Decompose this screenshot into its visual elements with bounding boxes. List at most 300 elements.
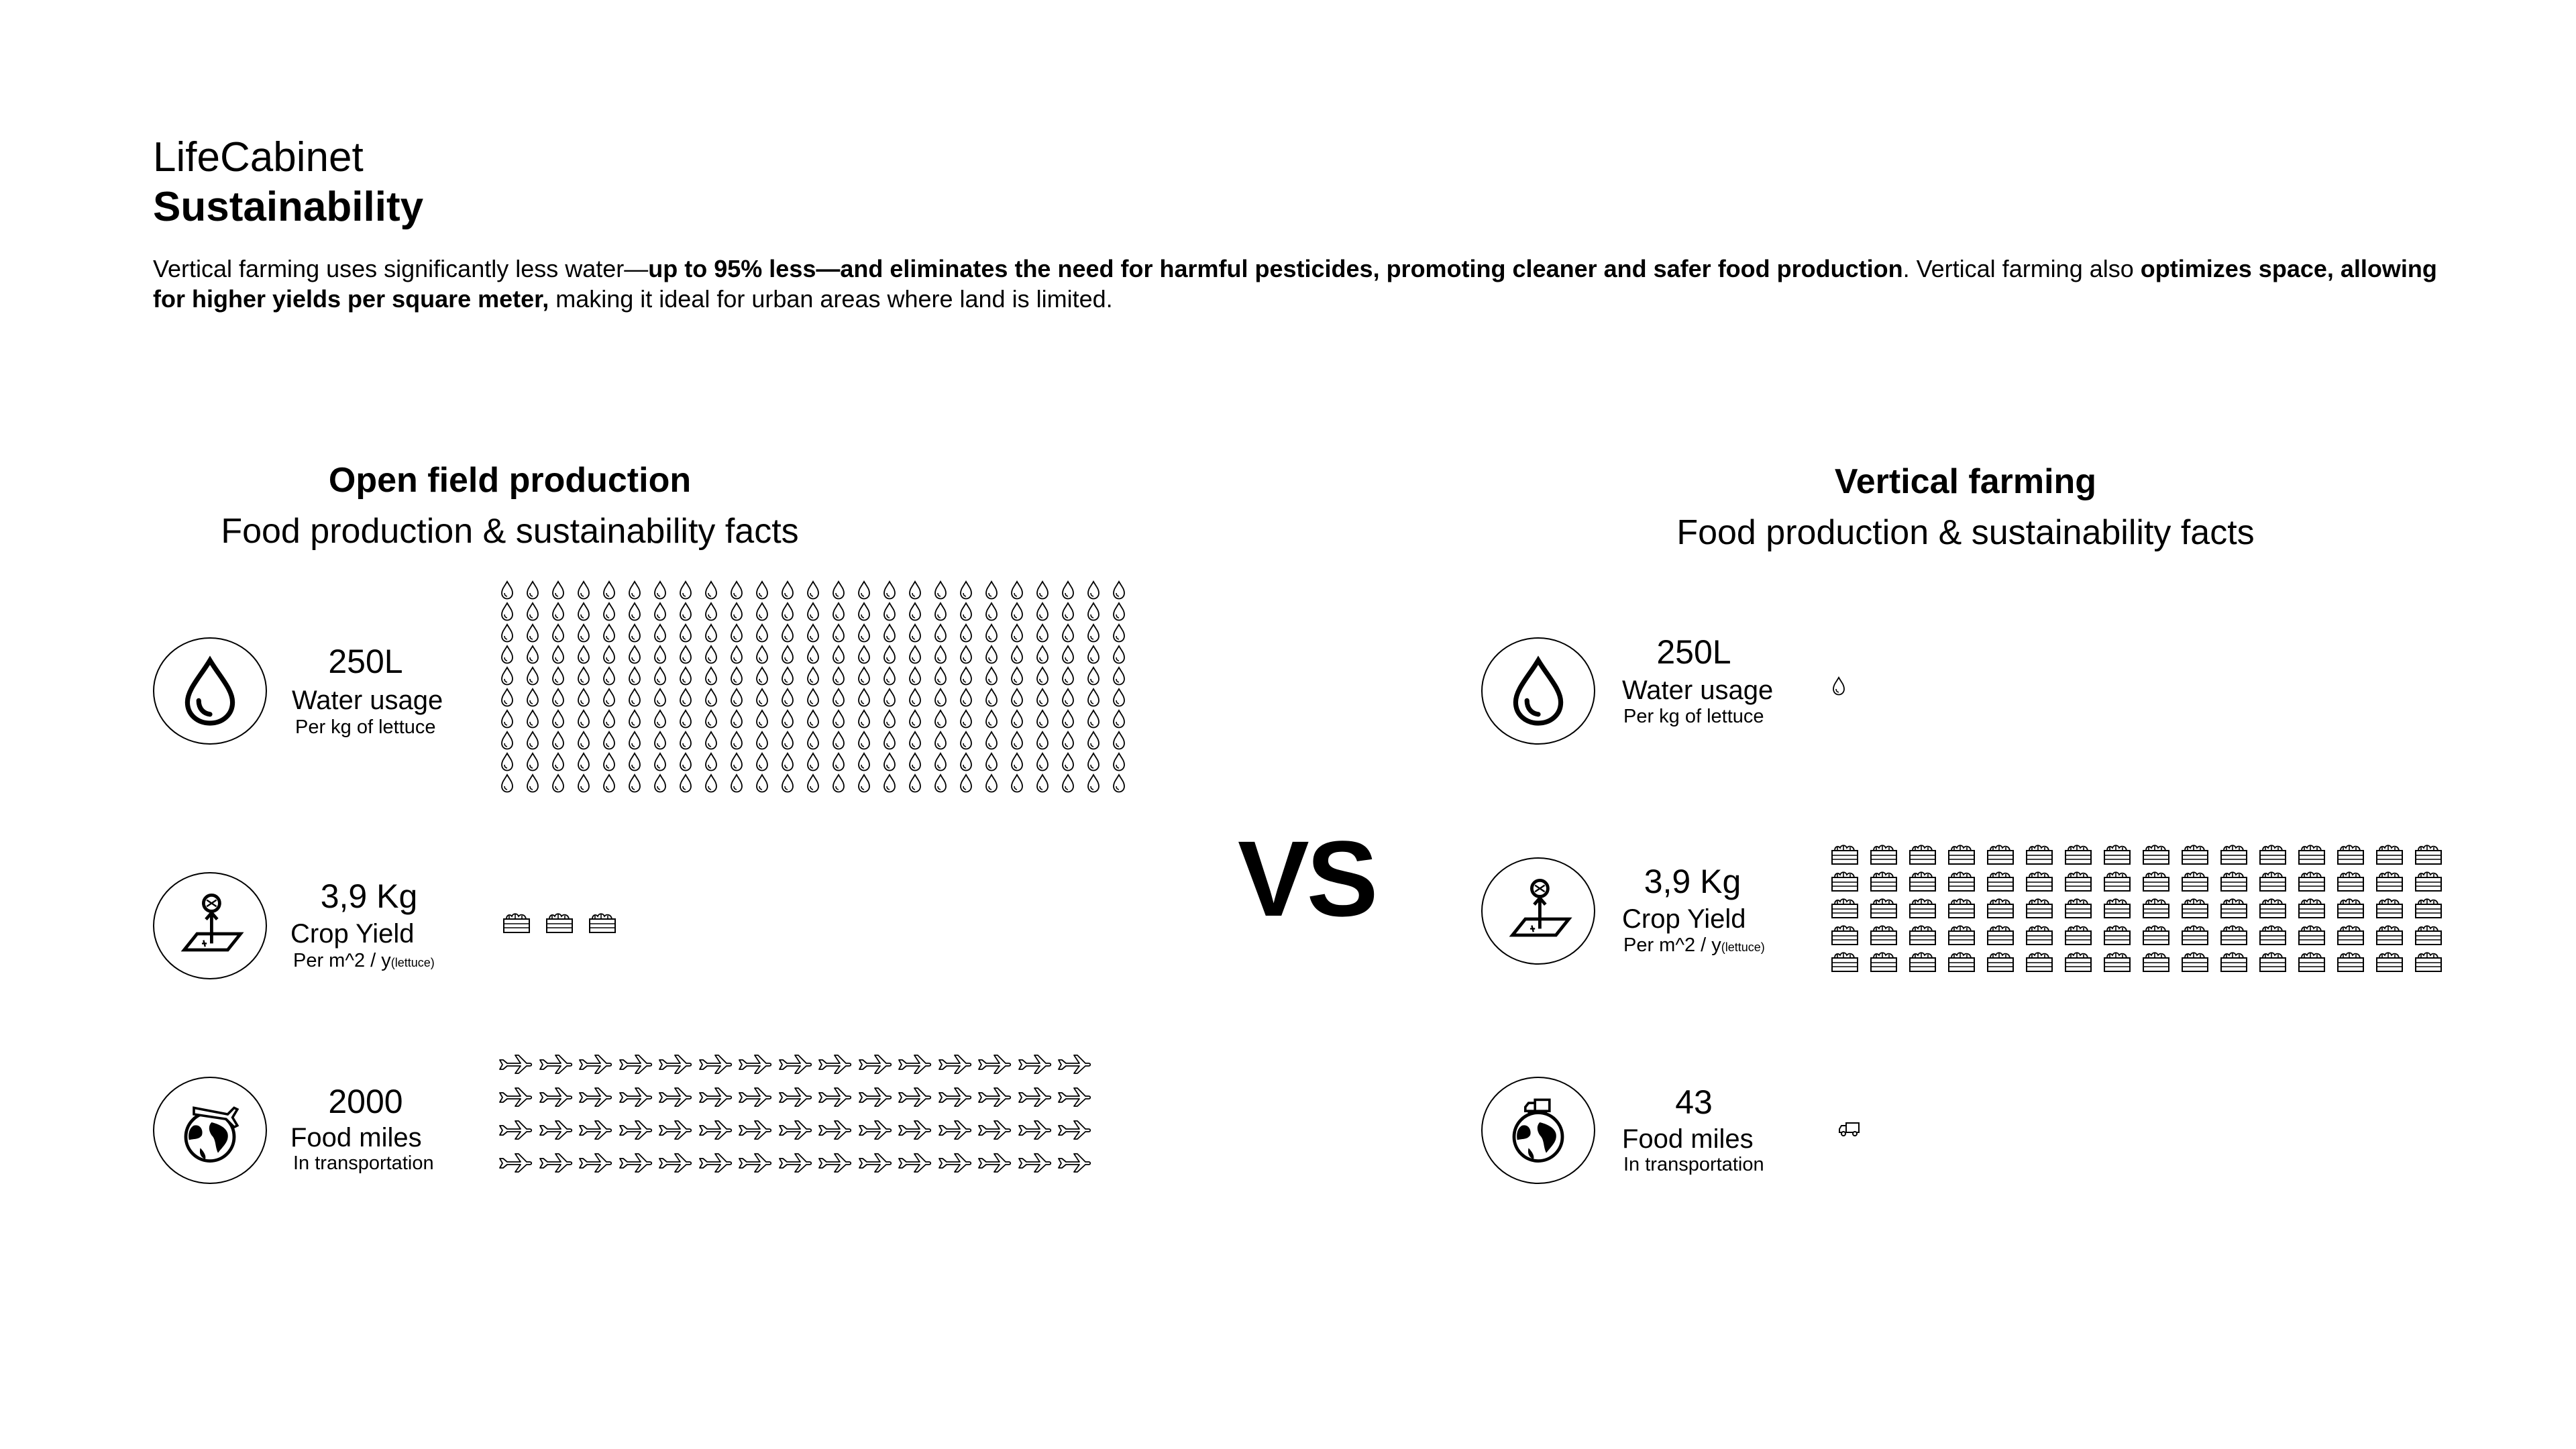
small-drop-icon: [576, 731, 591, 751]
crate-icon: [1986, 896, 2015, 920]
small-drop-icon: [933, 580, 948, 600]
small-drop-icon: [1035, 688, 1050, 708]
small-drop-icon: [959, 666, 973, 686]
small-drop-icon: [1112, 623, 1126, 643]
small-drop-icon: [576, 580, 591, 600]
airplane-icon: [737, 1085, 772, 1108]
small-drop-icon: [959, 645, 973, 665]
small-drop-icon: [551, 773, 566, 794]
small-drop-icon: [1086, 752, 1101, 772]
crate-icon: [2414, 842, 2443, 866]
small-drop-icon: [933, 752, 948, 772]
airplane-icon: [657, 1150, 692, 1173]
small-drop-icon: [525, 773, 540, 794]
small-drop-icon: [755, 580, 769, 600]
small-drop-icon: [755, 709, 769, 729]
small-drop-icon: [882, 688, 897, 708]
page-title: Sustainability: [153, 184, 424, 230]
crate-icon: [1908, 922, 1937, 947]
crate-icon: [2297, 896, 2326, 920]
small-drop-icon: [576, 666, 591, 686]
small-drop-icon: [806, 709, 820, 729]
small-drop-icon: [729, 602, 744, 622]
small-drop-icon: [551, 623, 566, 643]
crate-icon: [1947, 869, 1976, 893]
small-drop-icon: [602, 773, 616, 794]
small-drop-icon: [1010, 623, 1024, 643]
crop-yield-icon: [153, 872, 267, 979]
crate-icon: [1869, 869, 1898, 893]
small-drop-icon: [1035, 580, 1050, 600]
small-drop-icon: [500, 666, 515, 686]
crate-icon: [2258, 949, 2288, 973]
airplane-icon: [817, 1052, 852, 1075]
small-drop-icon: [959, 731, 973, 751]
small-drop-icon: [627, 602, 642, 622]
small-drop-icon: [627, 731, 642, 751]
crate-icon: [2102, 922, 2132, 947]
airplane-icon: [937, 1052, 972, 1075]
small-drop-icon: [1035, 623, 1050, 643]
small-drop-icon: [627, 645, 642, 665]
airplane-icon: [977, 1052, 1012, 1075]
crate-icon: [2141, 896, 2171, 920]
crate-icon: [2180, 842, 2210, 866]
small-drop-icon: [1035, 731, 1050, 751]
crate-icon: [2219, 922, 2249, 947]
crate-icon: [2180, 896, 2210, 920]
crate-icon: [2063, 896, 2093, 920]
small-drop-icon: [908, 688, 922, 708]
small-drop-icon: [1112, 602, 1126, 622]
crate-icon: [2025, 949, 2054, 973]
small-drop-icon: [857, 645, 871, 665]
small-drop-icon: [653, 580, 667, 600]
small-drop-icon: [831, 752, 846, 772]
vertical-farming-subtitle: Food production & sustainability facts: [1676, 513, 2255, 552]
small-drop-icon: [500, 688, 515, 708]
crate-icon: [1986, 869, 2015, 893]
small-drop-icon: [551, 731, 566, 751]
crate-icon: [2375, 896, 2404, 920]
crate-icon: [1869, 896, 1898, 920]
small-drop-icon: [882, 645, 897, 665]
airplane-icon: [498, 1085, 533, 1108]
airplane-icon: [857, 1118, 892, 1140]
small-drop-icon: [1112, 731, 1126, 751]
small-drop-icon: [831, 623, 846, 643]
small-drop-icon: [755, 666, 769, 686]
left-water-value: 250L: [328, 643, 403, 680]
small-drop-icon: [1112, 773, 1126, 794]
crate-icon: [2219, 896, 2249, 920]
small-drop-icon: [525, 602, 540, 622]
small-drop-icon: [729, 666, 744, 686]
crate-icon: [2297, 842, 2326, 866]
small-drop-icon: [1010, 645, 1024, 665]
small-drop-icon: [602, 602, 616, 622]
small-drop-icon: [1010, 752, 1024, 772]
airplane-icon: [538, 1118, 573, 1140]
water-drop-icon: [1481, 637, 1595, 745]
intro-paragraph: [153, 254, 2461, 314]
right-miles-sublabel: In transportation: [1623, 1154, 1764, 1175]
airplane-icon: [698, 1150, 733, 1173]
airplane-icon: [1017, 1150, 1052, 1173]
small-drop-icon: [780, 645, 795, 665]
small-drop-icon: [729, 709, 744, 729]
crate-icon: [2258, 922, 2288, 947]
small-drop-icon: [1010, 602, 1024, 622]
small-drop-icon: [1010, 666, 1024, 686]
small-drop-icon: [602, 752, 616, 772]
crate-icon: [2375, 842, 2404, 866]
small-drop-icon: [908, 709, 922, 729]
small-drop-icon: [525, 666, 540, 686]
small-drop-icon: [1010, 731, 1024, 751]
airplane-icon: [857, 1085, 892, 1108]
intro-run: up to 95% less—and eliminates the need for harmful pesticides, promoting cleaner and safer food production: [648, 255, 1903, 282]
small-drop-icon: [1086, 666, 1101, 686]
crate-icon: [2414, 869, 2443, 893]
small-drop-icon: [1035, 709, 1050, 729]
small-drop-icon: [984, 645, 999, 665]
crate-icon: [2025, 842, 2054, 866]
small-drop-icon: [627, 709, 642, 729]
right-miles-unit-grid: [1838, 1120, 2437, 1153]
small-drop-icon: [1086, 602, 1101, 622]
crate-icon: [1908, 949, 1937, 973]
small-drop-icon: [500, 602, 515, 622]
small-drop-icon: [704, 731, 718, 751]
small-drop-icon: [755, 752, 769, 772]
small-drop-icon: [627, 623, 642, 643]
airplane-icon: [1057, 1150, 1091, 1173]
small-drop-icon: [1086, 645, 1101, 665]
airplane-icon: [777, 1085, 812, 1108]
small-drop-icon: [602, 709, 616, 729]
small-drop-icon: [780, 773, 795, 794]
crate-icon: [2025, 869, 2054, 893]
small-drop-icon: [576, 773, 591, 794]
small-drop-icon: [525, 731, 540, 751]
small-drop-icon: [1061, 623, 1075, 643]
airplane-icon: [737, 1150, 772, 1173]
small-drop-icon: [500, 752, 515, 772]
left-miles-value: 2000: [328, 1083, 403, 1120]
airplane-icon: [897, 1085, 932, 1108]
small-drop-icon: [831, 645, 846, 665]
crate-icon: [2336, 922, 2365, 947]
small-drop-icon: [933, 688, 948, 708]
crate-icon: [1986, 842, 2015, 866]
small-drop-icon: [525, 580, 540, 600]
crate-icon: [2297, 949, 2326, 973]
crate-icon: [2297, 922, 2326, 947]
right-yield-unit-grid: [1830, 842, 2453, 976]
small-drop-icon: [576, 752, 591, 772]
small-drop-icon: [704, 666, 718, 686]
small-drop-icon: [882, 773, 897, 794]
small-drop-icon: [653, 645, 667, 665]
airplane-icon: [977, 1085, 1012, 1108]
small-drop-icon: [1061, 645, 1075, 665]
small-drop-icon: [653, 688, 667, 708]
small-drop-icon: [933, 602, 948, 622]
small-drop-icon: [729, 773, 744, 794]
small-drop-icon: [729, 688, 744, 708]
small-drop-icon: [551, 602, 566, 622]
airplane-icon: [657, 1085, 692, 1108]
airplane-icon: [777, 1052, 812, 1075]
small-drop-icon: [627, 773, 642, 794]
small-drop-icon: [806, 623, 820, 643]
airplane-icon: [1017, 1118, 1052, 1140]
small-drop-icon: [602, 580, 616, 600]
small-drop-icon: [678, 602, 693, 622]
airplane-icon: [578, 1150, 612, 1173]
small-drop-icon: [704, 580, 718, 600]
truck-icon: [1838, 1120, 1861, 1138]
small-drop-icon: [857, 773, 871, 794]
intro-run: optimizes space, allowing for higher yields per square meter,: [153, 255, 2437, 313]
small-drop-icon: [908, 623, 922, 643]
right-water-unit-grid: [1831, 676, 2469, 698]
small-drop-icon: [959, 752, 973, 772]
small-drop-icon: [857, 709, 871, 729]
small-drop-icon: [525, 752, 540, 772]
small-drop-icon: [1086, 580, 1101, 600]
small-drop-icon: [908, 645, 922, 665]
crate-icon: [2414, 949, 2443, 973]
small-drop-icon: [1035, 602, 1050, 622]
small-drop-icon: [576, 602, 591, 622]
small-drop-icon: [678, 580, 693, 600]
small-drop-icon: [627, 688, 642, 708]
open-field-title: Open field production: [328, 461, 692, 500]
crate-icon: [2063, 842, 2093, 866]
small-drop-icon: [551, 666, 566, 686]
small-drop-icon: [780, 709, 795, 729]
crate-icon: [1947, 922, 1976, 947]
small-drop-icon: [780, 688, 795, 708]
airplane-icon: [698, 1052, 733, 1075]
small-drop-icon: [576, 688, 591, 708]
small-drop-icon: [704, 709, 718, 729]
small-drop-icon: [882, 623, 897, 643]
small-drop-icon: [1831, 676, 1846, 696]
small-drop-icon: [1061, 602, 1075, 622]
small-drop-icon: [780, 666, 795, 686]
small-drop-icon: [678, 645, 693, 665]
small-drop-icon: [857, 688, 871, 708]
right-miles-value: 43: [1675, 1083, 1713, 1121]
small-drop-icon: [806, 666, 820, 686]
crate-icon: [2336, 896, 2365, 920]
small-drop-icon: [831, 688, 846, 708]
airplane-icon: [897, 1052, 932, 1075]
small-drop-icon: [984, 666, 999, 686]
crate-icon: [2375, 949, 2404, 973]
small-drop-icon: [882, 580, 897, 600]
small-drop-icon: [551, 752, 566, 772]
airplane-icon: [578, 1052, 612, 1075]
small-drop-icon: [602, 731, 616, 751]
crate-icon: [2219, 949, 2249, 973]
airplane-icon: [657, 1052, 692, 1075]
crate-icon: [1947, 896, 1976, 920]
small-drop-icon: [1061, 666, 1075, 686]
small-drop-icon: [729, 580, 744, 600]
airplane-icon: [977, 1118, 1012, 1140]
left-water-unit-grid: [500, 580, 1137, 795]
small-drop-icon: [1086, 688, 1101, 708]
small-drop-icon: [1035, 645, 1050, 665]
crate-icon: [1869, 842, 1898, 866]
small-drop-icon: [857, 666, 871, 686]
small-drop-icon: [780, 580, 795, 600]
crate-icon: [502, 910, 531, 934]
small-drop-icon: [806, 580, 820, 600]
left-yield-unit-grid: [502, 910, 1575, 940]
small-drop-icon: [755, 645, 769, 665]
crop-yield-icon: [1481, 857, 1595, 965]
small-drop-icon: [1061, 731, 1075, 751]
airplane-icon: [538, 1150, 573, 1173]
small-drop-icon: [933, 666, 948, 686]
crate-icon: [2141, 949, 2171, 973]
airplane-icon: [777, 1150, 812, 1173]
crate-icon: [2297, 869, 2326, 893]
small-drop-icon: [551, 709, 566, 729]
vertical-farming-title: Vertical farming: [1834, 462, 2097, 501]
right-water-value: 250L: [1656, 633, 1731, 671]
right-water-label: Water usage: [1622, 676, 1774, 705]
crate-icon: [1908, 869, 1937, 893]
small-drop-icon: [1112, 688, 1126, 708]
small-drop-icon: [831, 731, 846, 751]
small-drop-icon: [908, 602, 922, 622]
small-drop-icon: [1010, 580, 1024, 600]
small-drop-icon: [984, 688, 999, 708]
airplane-icon: [698, 1118, 733, 1140]
small-drop-icon: [959, 773, 973, 794]
small-drop-icon: [755, 602, 769, 622]
small-drop-icon: [704, 688, 718, 708]
right-yield-value: 3,9 Kg: [1644, 863, 1741, 900]
small-drop-icon: [729, 731, 744, 751]
small-drop-icon: [525, 688, 540, 708]
small-drop-icon: [704, 602, 718, 622]
small-drop-icon: [908, 666, 922, 686]
small-drop-icon: [959, 709, 973, 729]
airplane-icon: [1017, 1052, 1052, 1075]
airplane-icon: [578, 1118, 612, 1140]
airplane-icon: [737, 1118, 772, 1140]
small-drop-icon: [1010, 773, 1024, 794]
small-drop-icon: [831, 709, 846, 729]
left-miles-sublabel: In transportation: [293, 1152, 434, 1174]
airplane-icon: [618, 1052, 653, 1075]
small-drop-icon: [806, 731, 820, 751]
small-drop-icon: [576, 709, 591, 729]
small-drop-icon: [1112, 645, 1126, 665]
small-drop-icon: [729, 752, 744, 772]
small-drop-icon: [653, 752, 667, 772]
airplane-icon: [538, 1085, 573, 1108]
small-drop-icon: [678, 752, 693, 772]
airplane-icon: [698, 1085, 733, 1108]
crate-icon: [2258, 896, 2288, 920]
airplane-icon: [498, 1052, 533, 1075]
airplane-icon: [737, 1052, 772, 1075]
small-drop-icon: [806, 752, 820, 772]
small-drop-icon: [602, 645, 616, 665]
small-drop-icon: [959, 602, 973, 622]
airplane-icon: [937, 1150, 972, 1173]
small-drop-icon: [1061, 580, 1075, 600]
small-drop-icon: [627, 580, 642, 600]
small-drop-icon: [653, 773, 667, 794]
crate-icon: [1869, 922, 1898, 947]
airplane-icon: [498, 1118, 533, 1140]
small-drop-icon: [678, 709, 693, 729]
crate-icon: [2063, 949, 2093, 973]
small-drop-icon: [500, 645, 515, 665]
crate-icon: [2375, 922, 2404, 947]
small-drop-icon: [984, 731, 999, 751]
small-drop-icon: [1112, 580, 1126, 600]
crate-icon: [2102, 949, 2132, 973]
small-drop-icon: [1112, 666, 1126, 686]
small-drop-icon: [831, 773, 846, 794]
small-drop-icon: [602, 688, 616, 708]
small-drop-icon: [729, 623, 744, 643]
right-miles-label: Food miles: [1622, 1124, 1754, 1154]
small-drop-icon: [678, 623, 693, 643]
small-drop-icon: [857, 752, 871, 772]
small-drop-icon: [678, 666, 693, 686]
airplane-icon: [857, 1150, 892, 1173]
small-drop-icon: [525, 645, 540, 665]
small-drop-icon: [857, 580, 871, 600]
crate-icon: [1986, 922, 2015, 947]
crate-icon: [2102, 842, 2132, 866]
small-drop-icon: [678, 731, 693, 751]
crate-icon: [2102, 869, 2132, 893]
airplane-icon: [897, 1150, 932, 1173]
small-drop-icon: [525, 623, 540, 643]
crate-icon: [2180, 922, 2210, 947]
small-drop-icon: [1061, 773, 1075, 794]
vs-label: VS: [1238, 818, 1376, 938]
globe-truck-icon: [1481, 1077, 1595, 1184]
crate-icon: [1986, 949, 2015, 973]
small-drop-icon: [704, 773, 718, 794]
small-drop-icon: [755, 773, 769, 794]
airplane-icon: [498, 1150, 533, 1173]
crate-icon: [1908, 896, 1937, 920]
small-drop-icon: [780, 602, 795, 622]
crate-icon: [2025, 896, 2054, 920]
small-drop-icon: [780, 731, 795, 751]
small-drop-icon: [933, 623, 948, 643]
crate-icon: [2336, 869, 2365, 893]
small-drop-icon: [576, 645, 591, 665]
small-drop-icon: [1035, 773, 1050, 794]
small-drop-icon: [704, 645, 718, 665]
airplane-icon: [657, 1118, 692, 1140]
